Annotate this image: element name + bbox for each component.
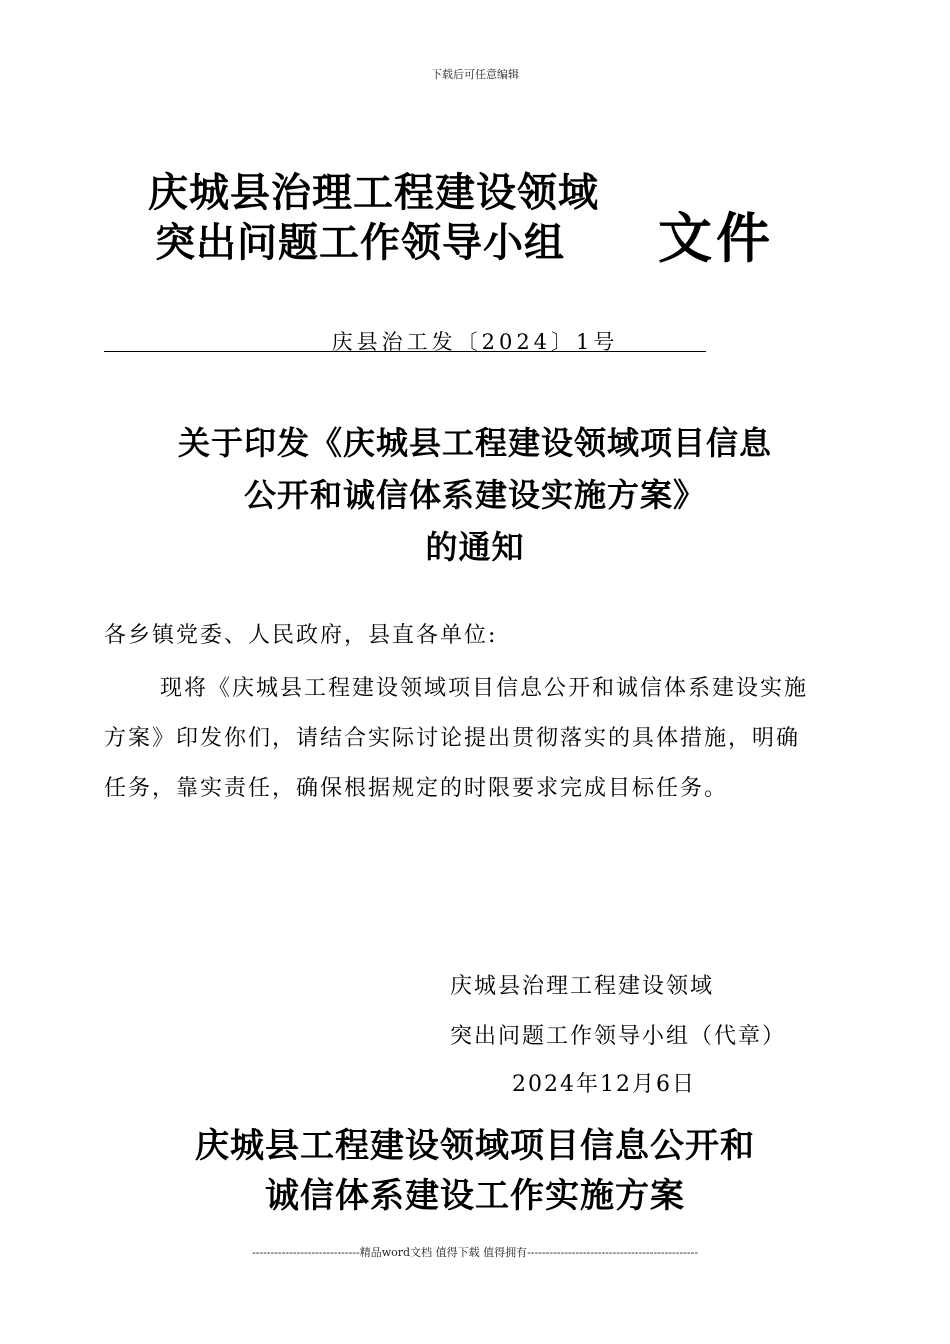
notice-title-line3: 的通知 <box>425 528 525 566</box>
document-word: 文件 <box>658 206 774 270</box>
body-line1: 现将《庆城县工程建设领域项目信息公开和诚信体系建设实施 <box>160 676 809 701</box>
notice-title-line2: 公开和诚信体系建设实施方案》 <box>243 476 706 514</box>
org-title-line1: 庆城县治理工程建设领域 <box>148 169 599 216</box>
notice-title-line1: 关于印发《庆城县工程建设领域项目信息 <box>177 424 772 462</box>
plan-title-line1: 庆城县工程建设领域项目信息公开和 <box>195 1126 755 1166</box>
salutation: 各乡镇党委、人民政府，县直各单位: <box>104 623 498 648</box>
signature-org-line2: 突出问题工作领导小组（代章） <box>450 1024 787 1049</box>
signature-date: 2024年12月6日 <box>512 1072 696 1097</box>
footer-note: -----------------------------精品word文档 值得下载 值得拥有---------------------------------------------- <box>251 1246 699 1259</box>
body-line2: 方案》印发你们，请结合实际讨论提出贯彻落实的具体措施，明确 <box>104 726 801 751</box>
document-number-divider <box>104 351 706 352</box>
header-note: 下载后可任意编辑 <box>431 68 519 81</box>
org-title-line2: 突出问题工作领导小组 <box>155 219 565 266</box>
signature-org-line1: 庆城县治理工程建设领域 <box>450 974 715 999</box>
body-line3: 任务，靠实责任，确保根据规定的时限要求完成目标任务。 <box>104 776 729 801</box>
plan-title-line2: 诚信体系建设工作实施方案 <box>265 1176 685 1216</box>
document-number: 庆县治工发〔2024〕1号 <box>331 330 619 354</box>
